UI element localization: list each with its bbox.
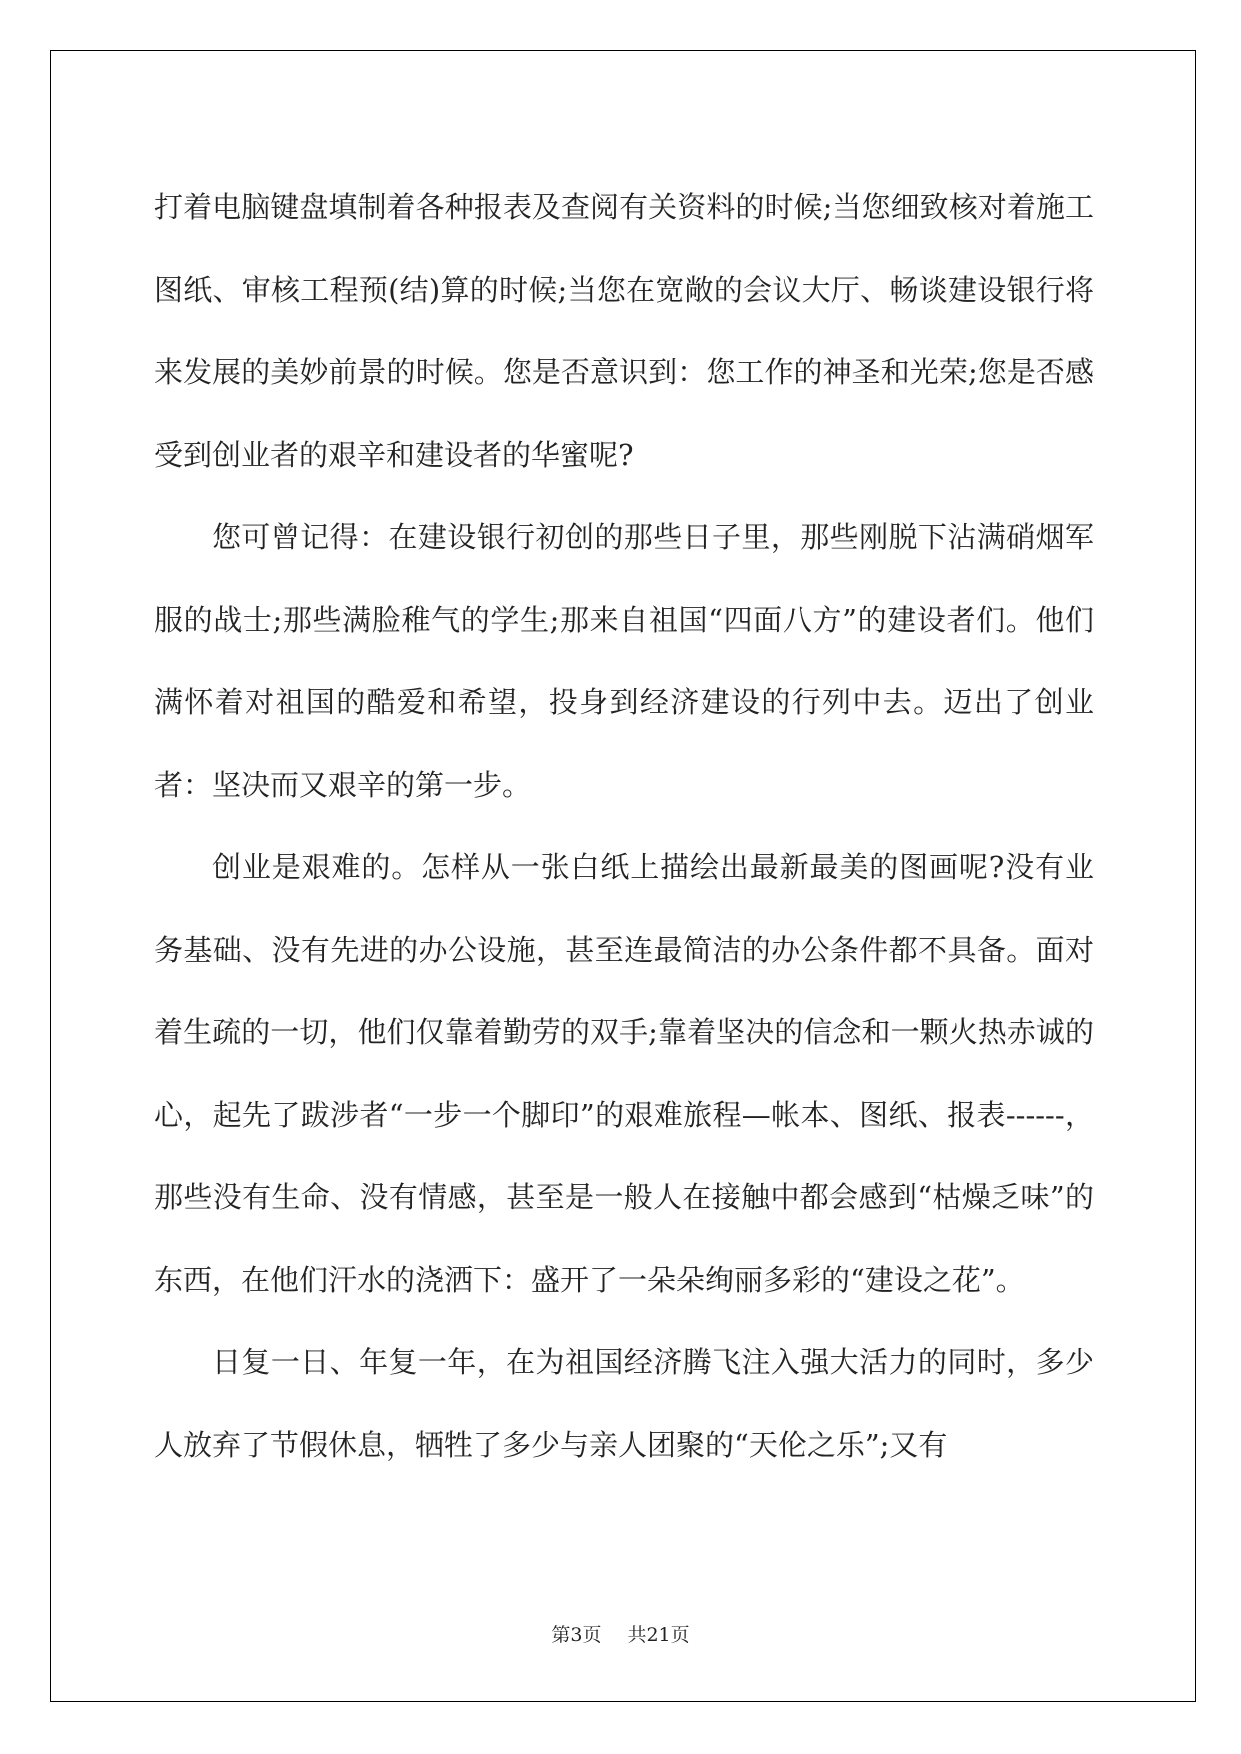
- page-total: 共21页: [627, 1624, 690, 1646]
- paragraph-3: 创业是艰难的。怎样从一张白纸上描绘出最新最美的图画呢?没有业务基础、没有先进的办公设施，甚至连最简洁的办公条件都不具备。面对着生疏的一切，他们仅靠着勤劳的双手;靠着坚决的信念和一颗火热赤诚的心，起先了跋涉者“一步一个脚印”的艰难旅程—帐本、图纸、报表------，那些没有生命、没有情感，甚至是一般人在接触中都会感到“枯燥乏味”的东西，在他们汗水的浇洒下：盛开了一朵朵绚丽多彩的“建设之花”。: [154, 850, 1094, 1297]
- paragraph-1: 打着电脑键盘填制着各种报表及查阅有关资料的时候;当您细致核对着施工图纸、审核工程预(结)算的时候;当您在宽敞的会议大厅、畅谈建设银行将来发展的美妙前景的时候。您是否意识到：您工作的神圣和光荣;您是否感受到创业者的艰辛和建设者的华蜜呢?: [154, 190, 1094, 472]
- document-body: [154, 166, 1094, 1486]
- paragraph-2: 您可曾记得：在建设银行初创的那些日子里，那些刚脱下沾满硝烟军服的战士;那些满脸稚气的学生;那来自祖国“四面八方”的建设者们。他们满怀着对祖国的酷爱和希望，投身到经济建设的行列中去。迈出了创业者：坚决而又艰辛的第一步。: [154, 520, 1094, 802]
- page-number: 第3页: [551, 1624, 602, 1646]
- paragraph-4: 日复一日、年复一年，在为祖国经济腾飞注入强大活力的同时，多少人放弃了节假休息，牺牲了多少与亲人团聚的“天伦之乐”;又有: [154, 1345, 1094, 1462]
- page-footer: [0, 1620, 1241, 1647]
